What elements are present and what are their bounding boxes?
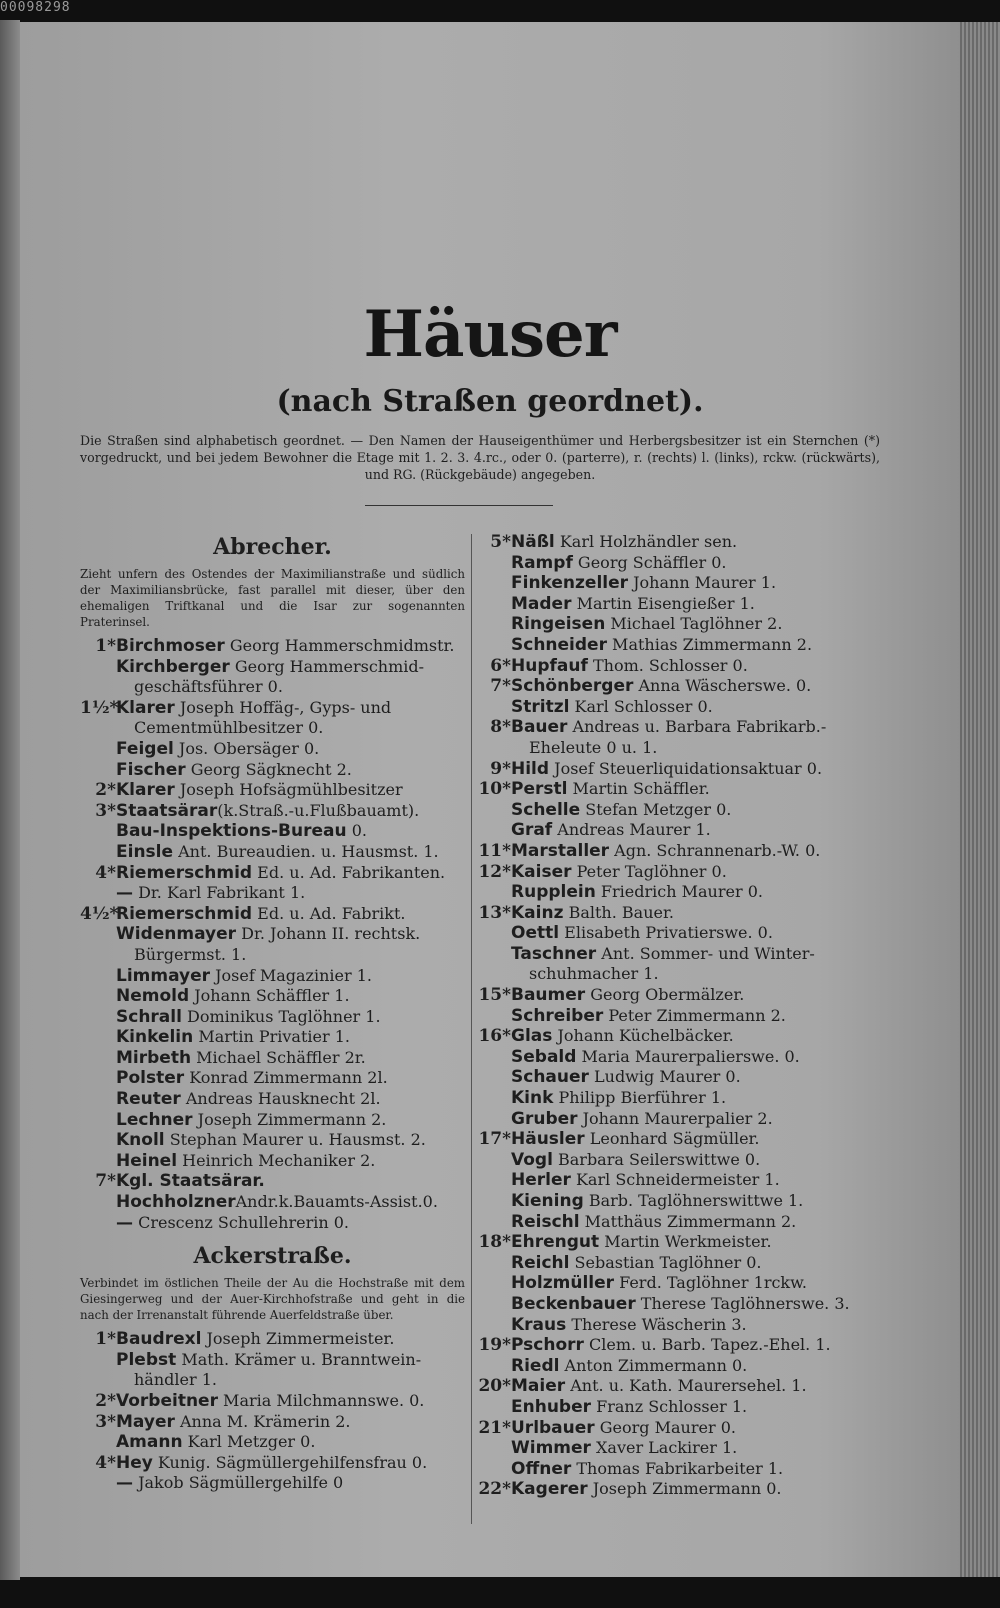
resident-name: Kainz (511, 902, 564, 923)
resident-detail: Xaver Lackirer 1. (590, 1438, 738, 1458)
house-number: 17* (478, 1129, 511, 1150)
resident-name: Hochholzner (116, 1192, 236, 1213)
resident-detail: Joseph Hofsägmühlbesitzer (174, 780, 403, 800)
directory-entry (80, 1027, 465, 1048)
directory-entry (475, 820, 895, 841)
resident-detail: Therese Wäscherin 3. (566, 1314, 747, 1334)
resident-name: Ehrengut (511, 1232, 600, 1253)
directory-entry (80, 1350, 465, 1371)
directory-entry (475, 800, 895, 821)
resident-name: Heinel (116, 1150, 178, 1171)
directory-entry (475, 841, 895, 862)
resident-detail: Barbara Seilerswittwe 0. (552, 1149, 761, 1169)
directory-entry (475, 1150, 895, 1171)
directory-entry (475, 1170, 895, 1191)
resident-detail: Therese Taglöhnerswe. 3. (635, 1293, 850, 1313)
resident-detail: Kunig. Sägmüllergehilfensfrau 0. (152, 1452, 428, 1472)
resident-name: Mirbeth (116, 1047, 192, 1068)
resident-detail: (k.Straß.-u.Flußbauamt). (217, 800, 420, 820)
resident-detail: Georg Hammerschmid- (229, 656, 425, 676)
resident-name: Vorbeitner (116, 1391, 218, 1411)
directory-entry (475, 1026, 895, 1047)
directory-entry (80, 1130, 465, 1151)
resident-name: Baudrexl (116, 1329, 202, 1350)
resident-name: Herler (511, 1170, 571, 1191)
directory-entry (475, 1191, 895, 1212)
resident-name: — (116, 1212, 133, 1233)
resident-detail: Karl Holzhändler sen. (554, 532, 738, 551)
resident-detail: Math. Krämer u. Branntwein- (176, 1349, 422, 1369)
resident-name: Vogl (511, 1149, 553, 1170)
resident-detail: Franz Schlosser 1. (591, 1396, 748, 1416)
entry-continuation: Bürgermst. 1. (134, 944, 247, 964)
page (20, 22, 960, 1577)
resident-detail: Jos. Obersäger 0. (173, 738, 320, 758)
directory-entry (80, 1453, 465, 1474)
resident-name: Kiening (511, 1191, 584, 1211)
resident-detail: Thom. Schlosser 0. (587, 655, 748, 675)
resident-detail: Leonhard Sägmüller. (584, 1129, 760, 1149)
resident-name: Offner (511, 1458, 572, 1479)
resident-name: Nemold (116, 986, 190, 1007)
directory-entry (475, 656, 895, 677)
resident-name: Birchmoser (116, 636, 225, 656)
street-description: Verbindet im östlichen Theile der Au die Hochstraße mit dem Giesingerweg und der Auer-Kirchhofstraße und geht in die nach der Irrenanstalt führende Auerfeldstraße über. (80, 1276, 465, 1323)
resident-detail: Konrad Zimmermann 2l. (184, 1068, 388, 1088)
resident-name: Graf (511, 820, 553, 841)
resident-name: Sebald (511, 1046, 577, 1067)
resident-detail: Johann Küchelbäcker. (552, 1026, 734, 1046)
resident-name: Holzmüller (511, 1273, 615, 1294)
resident-name: Mader (511, 593, 572, 614)
house-number: 5* (490, 532, 511, 552)
directory-entry (475, 1273, 895, 1294)
resident-name: Wimmer (511, 1438, 591, 1459)
resident-name: Beckenbauer (511, 1293, 636, 1314)
resident-detail: Friedrich Maurer 0. (595, 882, 763, 902)
page-title: Häuser (363, 297, 617, 372)
directory-entry (475, 923, 895, 944)
directory-entry (475, 635, 895, 656)
house-number: 20* (478, 1376, 511, 1397)
house-number: 8* (490, 717, 511, 738)
house-number: 13* (478, 902, 511, 923)
directory-entry (475, 573, 895, 594)
resident-detail: Stephan Maurer u. Hausmst. 2. (164, 1130, 426, 1150)
house-number: 4½* (80, 903, 119, 924)
resident-detail: Maria Maurerpalierswe. 0. (576, 1046, 800, 1066)
directory-entry (475, 1294, 895, 1315)
resident-detail: Georg Maurer 0. (594, 1417, 736, 1437)
resident-name: Reichl (511, 1252, 570, 1273)
house-number: 19* (478, 1335, 511, 1356)
resident-name: Kaiser (511, 861, 572, 882)
resident-name: Klarer (116, 780, 175, 801)
resident-name: Schauer (511, 1067, 589, 1088)
directory-entry (80, 842, 465, 863)
directory-entry (80, 904, 465, 925)
entry-list (80, 1329, 465, 1494)
resident-name: Reuter (116, 1089, 181, 1110)
intro-text: Die Straßen sind alphabetisch geordnet. — Den Namen der Hauseigenthümer und Herbergsbesitzer ist ein Sternchen (*) vorgedruckt, und bei jedem Bewohner die Etage mit 1. 2. 3. 4.rc., oder 0. (parterre), r. (rechts) l. (links), rckw. (rückwärts), und RG. (Rückgebäude) angegeben. (80, 433, 880, 482)
directory-entry (475, 594, 895, 615)
resident-name: Limmayer (116, 965, 211, 986)
resident-detail: 0. (346, 821, 367, 841)
directory-entry (80, 1151, 465, 1172)
resident-name: Feigel (116, 738, 174, 759)
resident-detail: Martin Schäffler. (567, 779, 710, 799)
resident-detail: Philipp Bierführer 1. (553, 1088, 727, 1108)
resident-detail: Karl Metzger 0. (182, 1432, 316, 1452)
directory-entry (80, 1412, 465, 1433)
house-number: 4* (95, 1452, 116, 1473)
resident-name: Rampf (511, 552, 573, 573)
resident-name: Hey (116, 1452, 153, 1473)
resident-name: Fischer (116, 759, 186, 780)
street-heading: Ackerstraße. (193, 1243, 352, 1270)
resident-name: — (116, 883, 133, 904)
resident-name: Urlbauer (511, 1417, 595, 1438)
house-number: 7* (490, 676, 511, 697)
page-stack-edge (960, 22, 1000, 1577)
house-number: 21* (478, 1417, 511, 1438)
resident-detail: Balth. Bauer. (563, 902, 674, 922)
house-number: 9* (490, 758, 511, 779)
directory-entry (80, 1089, 465, 1110)
resident-detail: Ant. u. Kath. Maurersehel. 1. (565, 1376, 807, 1396)
resident-detail: Andreas Maurer 1. (552, 820, 711, 840)
house-number: 15* (478, 985, 511, 1006)
resident-name: Widenmayer (116, 924, 237, 945)
directory-entry (80, 739, 465, 760)
resident-detail: Johann Maurer 1. (628, 573, 777, 593)
directory-entry (80, 1171, 465, 1192)
street-description: Zieht unfern des Ostendes der Maximilianstraße und südlich der Maximiliansbrücke, fast parallel mit dieser, über den ehemaligen Triftkanal und die Isar zur sogenannten Praterinsel. (80, 567, 465, 629)
directory-entry (475, 1459, 895, 1480)
resident-detail: Ant. Sommer- und Winter- (596, 943, 815, 963)
directory-entry (475, 944, 895, 965)
resident-detail: Stefan Metzger 0. (580, 799, 732, 819)
right-column (475, 532, 895, 1500)
resident-name: Kagerer (511, 1479, 588, 1500)
resident-detail: Anton Zimmermann 0. (559, 1355, 748, 1375)
directory-entry (80, 821, 465, 842)
directory-entry (80, 636, 465, 657)
directory-entry (475, 985, 895, 1006)
resident-detail: Jakob Sägmüllergehilfe 0 (133, 1473, 344, 1493)
directory-entry (80, 1329, 465, 1350)
directory-entry (475, 697, 895, 718)
directory-entry (475, 1006, 895, 1027)
resident-detail: Ed. u. Ad. Fabrikt. (252, 903, 406, 923)
directory-entry (80, 1110, 465, 1131)
directory-entry (80, 1432, 465, 1453)
resident-name: Amann (116, 1432, 183, 1453)
resident-detail: Georg Sägknecht 2. (185, 759, 352, 779)
directory-entry (475, 1335, 895, 1356)
directory-entry (475, 779, 895, 800)
resident-name: Stritzl (511, 696, 570, 717)
resident-detail: Georg Schäffler 0. (572, 552, 727, 572)
resident-detail: Anna Wäscherswe. 0. (633, 676, 812, 696)
resident-detail: Andreas u. Barbara Fabrikarb.- (567, 717, 827, 737)
resident-name: Bau-Inspektions-Bureau (116, 821, 347, 842)
resident-detail: Barb. Taglöhnerswittwe 1. (583, 1191, 804, 1210)
house-number: 10* (478, 779, 511, 800)
directory-entry (475, 717, 895, 738)
resident-detail: Peter Taglöhner 0. (571, 861, 727, 881)
resident-name: Kgl. Staatsärar. (116, 1171, 265, 1192)
resident-name: Kink (511, 1088, 554, 1109)
resident-detail: Mathias Zimmermann 2. (606, 634, 813, 654)
resident-name: Schönberger (511, 676, 634, 697)
resident-name: Häusler (511, 1129, 585, 1150)
directory-entry (80, 801, 465, 822)
directory-entry (475, 882, 895, 903)
resident-detail: Maria Milchmannswe. 0. (217, 1391, 425, 1410)
resident-name: Glas (511, 1026, 553, 1047)
directory-entry (80, 780, 465, 801)
house-number: 1* (95, 636, 116, 656)
directory-entry (80, 966, 465, 987)
resident-detail: Sebastian Taglöhner 0. (569, 1252, 762, 1272)
directory-entry (80, 657, 465, 678)
directory-entry (80, 1048, 465, 1069)
resident-detail: Karl Schlosser 0. (569, 696, 713, 716)
resident-detail: Johann Schäffler 1. (189, 986, 350, 1006)
resident-name: Hild (511, 758, 550, 779)
resident-name: — (116, 1473, 133, 1494)
resident-detail: Matthäus Zimmermann 2. (579, 1211, 797, 1231)
resident-detail: Heinrich Mechaniker 2. (177, 1150, 376, 1170)
directory-entry (475, 903, 895, 924)
directory-entry (475, 614, 895, 635)
resident-detail: Johann Maurerpalier 2. (577, 1108, 773, 1128)
entry-continuation: schuhmacher 1. (529, 964, 659, 984)
entry-continuation: Cementmühlbesitzer 0. (134, 718, 324, 738)
resident-detail: Karl Schneidermeister 1. (570, 1170, 780, 1190)
resident-name: Klarer (116, 697, 175, 718)
directory-entry (80, 760, 465, 781)
resident-name: Kraus (511, 1314, 567, 1335)
resident-detail: Clem. u. Barb. Tapez.-Ehel. 1. (583, 1335, 831, 1355)
house-number: 16* (478, 1026, 511, 1047)
directory-entry (80, 1068, 465, 1089)
directory-entry (475, 759, 895, 780)
resident-detail: Joseph Zimmermann 2. (192, 1109, 387, 1129)
directory-entry (475, 862, 895, 883)
resident-name: Knoll (116, 1130, 165, 1151)
resident-name: Rupplein (511, 882, 596, 903)
previous-page-edge (0, 20, 20, 1580)
resident-name: Einsle (116, 841, 174, 862)
directory-entry (80, 1192, 465, 1213)
resident-name: Maier (511, 1376, 566, 1397)
directory-entry (475, 1253, 895, 1274)
resident-name: Polster (116, 1068, 185, 1089)
resident-name: Bauer (511, 717, 568, 738)
resident-detail: Martin Eisengießer 1. (571, 593, 755, 613)
resident-name: Riemerschmid (116, 862, 253, 883)
house-number: 22* (478, 1479, 511, 1500)
resident-name: Näßl (511, 532, 555, 552)
resident-detail: Michael Taglöhner 2. (605, 614, 783, 634)
resident-name: Schelle (511, 799, 581, 820)
directory-entry (475, 1418, 895, 1439)
directory-entry (475, 1315, 895, 1336)
directory-entry (80, 1007, 465, 1028)
house-number: 1½* (80, 697, 119, 718)
directory-entry (475, 1479, 895, 1500)
resident-name: Finkenzeller (511, 573, 629, 594)
divider (365, 505, 553, 506)
resident-name: Hupfauf (511, 655, 588, 676)
resident-detail: Ant. Bureaudien. u. Hausmst. 1. (173, 841, 439, 861)
resident-detail: Joseph Zimmermeister. (201, 1329, 395, 1349)
resident-name: Gruber (511, 1108, 578, 1129)
resident-name: Kirchberger (116, 656, 230, 677)
house-number: 7* (95, 1171, 116, 1192)
resident-detail: Georg Obermälzer. (585, 985, 745, 1005)
resident-detail: Joseph Zimmermann 0. (587, 1479, 782, 1499)
resident-name: Schreiber (511, 1005, 604, 1026)
resident-detail: Josef Steuerliquidationsaktuar 0. (549, 758, 823, 778)
entry-continuation: händler 1. (134, 1370, 217, 1390)
directory-entry (80, 924, 465, 945)
directory-entry (475, 1212, 895, 1233)
resident-detail: Michael Schäffler 2r. (191, 1047, 366, 1067)
house-number: 1* (95, 1329, 116, 1350)
directory-entry (475, 1376, 895, 1397)
resident-detail: Martin Werkmeister. (599, 1232, 772, 1252)
directory-entry (475, 1067, 895, 1088)
directory-entry (80, 883, 465, 904)
resident-detail: Ed. u. Ad. Fabrikanten. (252, 862, 446, 882)
resident-name: Perstl (511, 779, 568, 800)
scan-id: 00098298 (0, 0, 71, 15)
directory-entry (475, 1232, 895, 1253)
directory-entry (475, 1397, 895, 1418)
house-number: 2* (95, 1391, 116, 1411)
entry-continuation: geschäftsführer 0. (134, 677, 283, 697)
resident-name: Mayer (116, 1411, 175, 1432)
directory-entry (475, 1088, 895, 1109)
left-column (80, 532, 465, 1494)
column-divider (471, 534, 472, 1524)
directory-entry (475, 1109, 895, 1130)
resident-name: Marstaller (511, 840, 610, 861)
resident-detail: Anna M. Krämerin 2. (174, 1411, 351, 1431)
house-number: 2* (95, 780, 116, 801)
resident-detail: Ferd. Taglöhner 1rckw. (614, 1273, 807, 1293)
resident-name: Oettl (511, 923, 560, 944)
resident-detail: Agn. Schrannenarb.-W. 0. (609, 840, 821, 860)
resident-detail: Georg Hammerschmidmstr. (224, 636, 455, 655)
resident-name: Riedl (511, 1355, 560, 1376)
resident-detail: Martin Privatier 1. (193, 1027, 350, 1047)
resident-detail: Andr.k.Bauamts-Assist.0. (235, 1192, 438, 1212)
entry-list (80, 636, 465, 1233)
directory-entry (475, 1047, 895, 1068)
directory-entry (80, 1473, 465, 1494)
resident-detail: Dr. Johann II. rechtsk. (236, 924, 421, 944)
directory-entry (475, 553, 895, 574)
resident-name: Schrall (116, 1006, 182, 1027)
directory-entry (80, 863, 465, 884)
resident-detail: Andreas Hausknecht 2l. (180, 1089, 381, 1109)
resident-detail: Thomas Fabrikarbeiter 1. (571, 1458, 784, 1478)
resident-detail: Dr. Karl Fabrikant 1. (133, 883, 306, 903)
house-number: 6* (490, 655, 511, 676)
resident-name: Reischl (511, 1211, 580, 1232)
resident-name: Baumer (511, 985, 586, 1006)
house-number: 3* (95, 800, 116, 821)
resident-name: Ringeisen (511, 614, 606, 635)
directory-entry (475, 1129, 895, 1150)
directory-entry (475, 676, 895, 697)
directory-entry (475, 1356, 895, 1377)
directory-entry (80, 698, 465, 719)
resident-name: Staatsärar (116, 800, 218, 821)
resident-name: Plebst (116, 1349, 177, 1370)
directory-entry (80, 1213, 465, 1234)
directory-entry (475, 1438, 895, 1459)
resident-name: Schneider (511, 634, 607, 655)
directory-entry (80, 986, 465, 1007)
directory-entry (80, 1391, 465, 1412)
directory-entry (475, 532, 895, 553)
resident-detail: Crescenz Schullehrerin 0. (133, 1212, 349, 1232)
resident-detail: Ludwig Maurer 0. (588, 1067, 741, 1087)
street-heading: Abrecher. (213, 534, 332, 560)
resident-detail: Elisabeth Privatierswe. 0. (559, 923, 773, 943)
resident-detail: Josef Magazinier 1. (210, 965, 372, 985)
house-number: 3* (95, 1411, 116, 1432)
resident-name: Pschorr (511, 1335, 584, 1356)
entry-continuation: Eheleute 0 u. 1. (529, 737, 658, 757)
entry-list (475, 532, 895, 1500)
resident-name: Enhuber (511, 1396, 592, 1417)
house-number: 18* (478, 1232, 511, 1253)
resident-name: Taschner (511, 943, 597, 964)
resident-detail: Peter Zimmermann 2. (603, 1005, 786, 1025)
house-number: 4* (95, 862, 116, 883)
house-number: 12* (478, 861, 511, 882)
resident-name: Lechner (116, 1109, 193, 1130)
house-number: 11* (478, 840, 511, 861)
resident-name: Kinkelin (116, 1027, 194, 1048)
page-subtitle: (nach Straßen geordnet). (276, 384, 704, 419)
resident-detail: Joseph Hoffäg-, Gyps- und (174, 697, 392, 717)
resident-name: Riemerschmid (116, 903, 253, 924)
resident-detail: Dominikus Taglöhner 1. (181, 1006, 381, 1026)
